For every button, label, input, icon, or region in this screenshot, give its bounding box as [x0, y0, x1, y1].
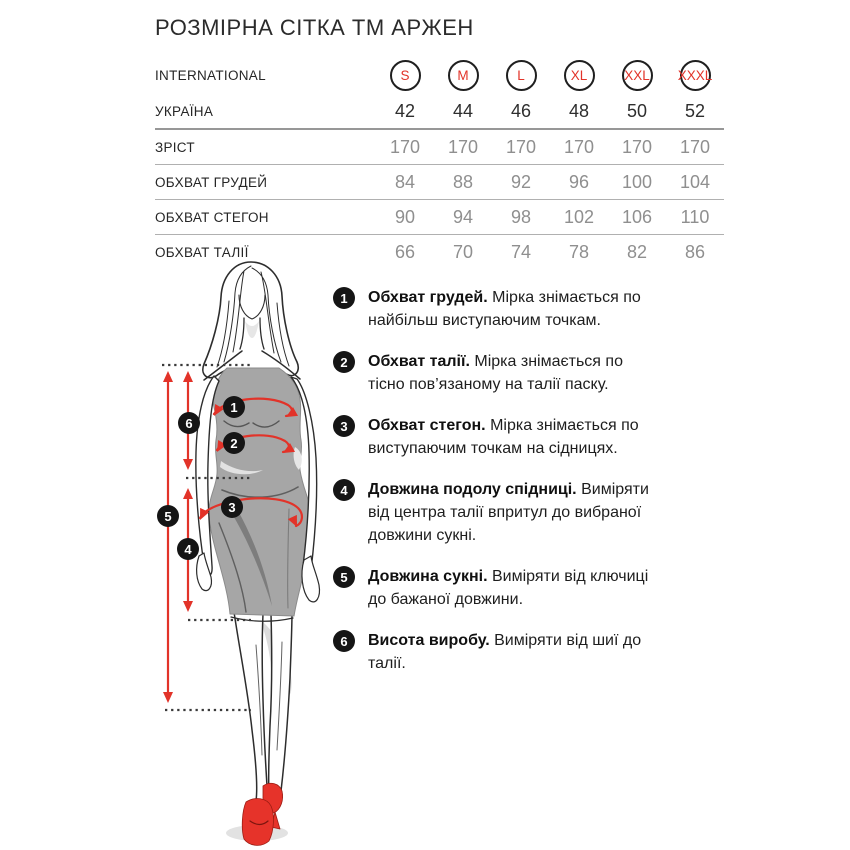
table-value: 74: [510, 241, 532, 262]
legend-text: Довжина подолу спідниці. Виміряти від центра талії впритул до вибраної довжини сукні.: [368, 481, 649, 544]
legend-text: Обхват грудей. Мірка знімається по найбільш виступаючим точкам.: [368, 289, 641, 329]
legend-item-bodice-height: [333, 629, 678, 675]
legend-marker-4: 4: [333, 479, 355, 501]
size-circle-s: S: [390, 60, 421, 91]
size-circle-xxl: XXL: [622, 60, 653, 91]
table-value: 104: [679, 171, 711, 192]
figure-marker-2: 2: [223, 432, 245, 454]
table-value: 48: [568, 100, 590, 121]
table-value: 82: [626, 241, 648, 262]
table-value: 84: [394, 171, 416, 192]
size-table: [155, 56, 724, 269]
table-row-hips: [155, 199, 724, 234]
table-value: 70: [452, 241, 474, 262]
table-value: 170: [563, 136, 595, 157]
table-value: 100: [621, 171, 653, 192]
size-circle-xl: XL: [564, 60, 595, 91]
table-value: 42: [394, 100, 416, 121]
size-circle-l: L: [506, 60, 537, 91]
table-value: 86: [684, 241, 706, 262]
legend-text: Висота виробу. Виміряти від шиї до талії.: [368, 632, 642, 672]
table-value: 94: [452, 206, 474, 227]
table-value: 106: [621, 206, 653, 227]
page-title: РОЗМІРНА СІТКА ТМ АРЖЕН: [155, 15, 474, 40]
row-label-international: INTERNATIONAL: [155, 67, 266, 83]
figure-marker-1: 1: [223, 396, 245, 418]
legend-item-dress-length: [333, 565, 678, 611]
table-value: 88: [452, 171, 474, 192]
table-value: 98: [510, 206, 532, 227]
row-label-bust: ОБХВАТ ГРУДЕЙ: [155, 174, 268, 190]
table-row-height: [155, 128, 724, 164]
woman-line-art: [196, 262, 320, 845]
table-value: 170: [621, 136, 653, 157]
woman-illustration: [140, 255, 350, 850]
table-value: 102: [563, 206, 595, 227]
legend-item-bust: [333, 286, 678, 332]
row-label-ukraine: УКРАЇНА: [155, 103, 214, 119]
table-value: 50: [626, 100, 648, 121]
legend-text: Довжина сукні. Виміряти від ключиці до бажаної довжини.: [368, 568, 649, 608]
shoe-front: [242, 799, 273, 846]
table-value: 46: [510, 100, 532, 121]
figure-marker-5: 5: [157, 505, 179, 527]
table-value: 170: [505, 136, 537, 157]
table-value: 96: [568, 171, 590, 192]
row-label-hips: ОБХВАТ СТЕГОН: [155, 209, 269, 225]
legend-item-waist: [333, 350, 678, 396]
table-value: 170: [389, 136, 421, 157]
legend-marker-6: 6: [333, 630, 355, 652]
left-leg: [234, 612, 268, 801]
legend-text: Обхват стегон. Мірка знімається по виступаючим точкам на сідницях.: [368, 417, 639, 457]
table-row-bust: [155, 164, 724, 199]
row-label-height: ЗРІСТ: [155, 139, 195, 155]
table-row-ukraine: [155, 94, 724, 128]
row-label-waist: ОБХВАТ ТАЛІЇ: [155, 244, 249, 260]
table-value: 170: [679, 136, 711, 157]
table-value: 44: [452, 100, 474, 121]
table-value: 66: [394, 241, 416, 262]
table-value: 78: [568, 241, 590, 262]
legend: [333, 286, 678, 675]
table-value: 52: [684, 100, 706, 121]
legend-marker-2: 2: [333, 351, 355, 373]
table-value: 110: [680, 206, 710, 227]
legend-item-skirt-length: [333, 478, 678, 547]
figure-marker-6: 6: [178, 412, 200, 434]
right-hand: [302, 556, 319, 602]
table-value: 90: [394, 206, 416, 227]
size-circle-m: M: [448, 60, 479, 91]
table-value: 92: [510, 171, 532, 192]
table-value: 170: [447, 136, 479, 157]
table-row-international: [155, 56, 724, 94]
legend-marker-3: 3: [333, 415, 355, 437]
legend-marker-5: 5: [333, 566, 355, 588]
right-leg: [269, 612, 292, 793]
size-circle-xxxl: XXXL: [680, 60, 711, 91]
legend-marker-1: 1: [333, 287, 355, 309]
measurement-figure: [140, 255, 350, 850]
legend-item-hips: [333, 414, 678, 460]
legend-text: Обхват талії. Мірка знімається по тісно пов’язаному на талії паску.: [368, 353, 623, 393]
figure-marker-4: 4: [177, 538, 199, 560]
figure-marker-3: 3: [221, 496, 243, 518]
